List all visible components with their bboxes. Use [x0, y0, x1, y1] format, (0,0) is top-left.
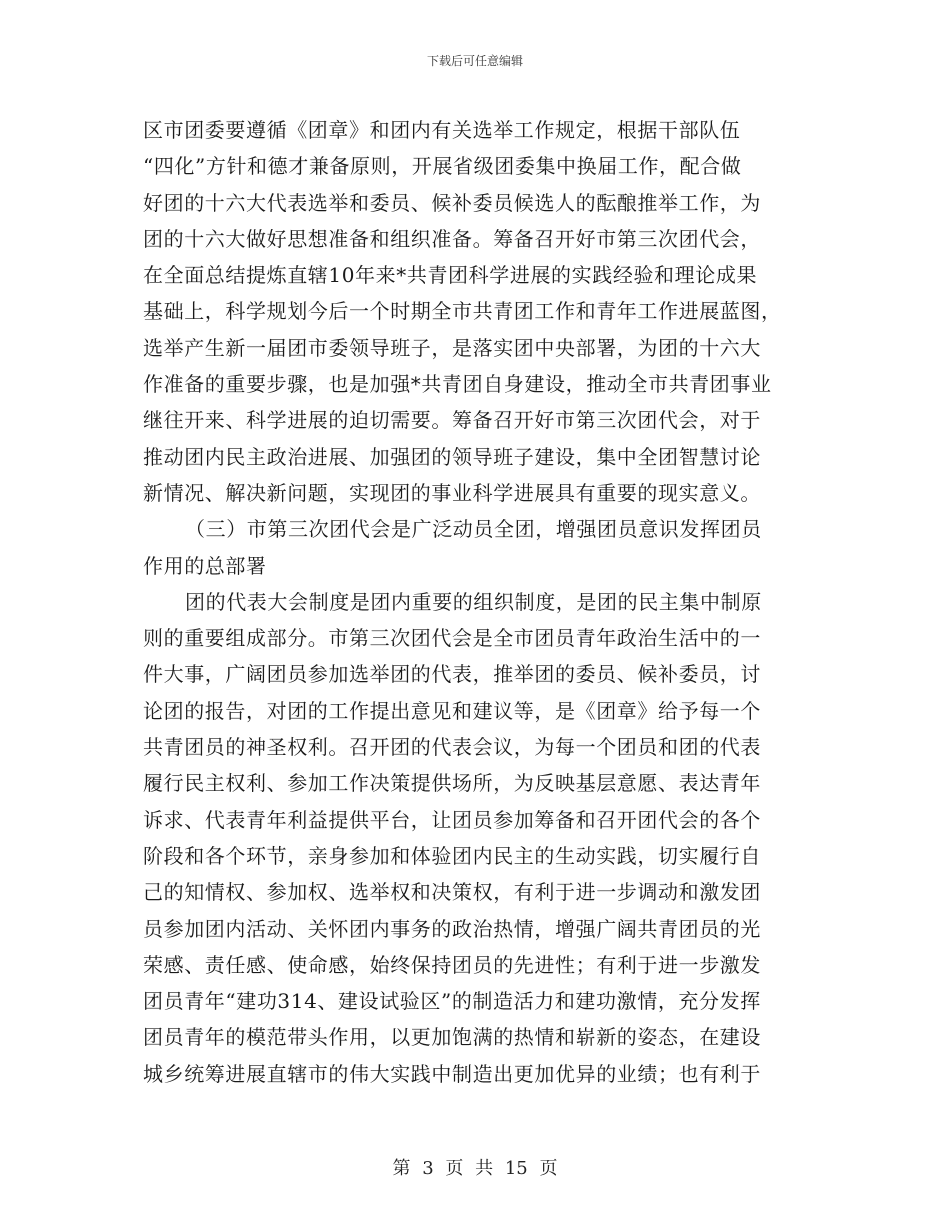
text-line: 区市团委要遵循《团章》和团内有关选举工作规定，根据干部队伍: [143, 118, 741, 142]
text-line: 团员青年的模范带头作用，以更加饱满的热情和崭新的姿态，在建设: [143, 1025, 761, 1050]
text-line: 城乡统筹进展直辖市的伟大实践中制造出更加优异的业绩；也有利于: [143, 1061, 761, 1086]
text-line: 履行民主权利、参加工作决策提供场所，为反映基层意愿、表达青年: [143, 771, 761, 796]
text-line: 在全面总结提炼直辖10年来*共青团科学进展的实践经验和理论成果: [143, 263, 758, 288]
text-line: 己的知情权、参加权、选举权和决策权，有利于进一步调动和激发团: [143, 880, 761, 905]
text-line: 新情况、解决新问题，实现团的事业科学进展具有重要的现实意义。: [143, 480, 761, 505]
text-line: 推动团内民主政治进展、加强团的领导班子建设，集中全团智慧讨论: [143, 444, 761, 469]
text-line: 共青团员的神圣权利。召开团的代表会议，为每一个团员和团的代表: [143, 735, 761, 760]
text-line: 选举产生新一届团市委领导班子，是落实团中央部署，为团的十六大: [143, 335, 761, 360]
text-line: 基础上，科学规划今后一个时期全市共青团工作和青年工作进展蓝图，: [143, 299, 782, 324]
text-line: 继往开来、科学进展的迫切需要。筹备召开好市第三次团代会，对于: [143, 408, 761, 433]
text-line: 员参加团内活动、关怀团内事务的政治热情，增强广阔共青团员的光: [143, 916, 761, 941]
text-line: 则的重要组成部分。市第三次团代会是全市团员青年政治生活中的一: [143, 626, 761, 651]
text-line: 诉求、代表青年利益提供平台，让团员参加筹备和召开团代会的各个: [143, 807, 761, 832]
text-line: 阶段和各个环节，亲身参加和体验团内民主的生动实践，切实履行自: [143, 843, 761, 868]
text-line: “四化”方针和德才兼备原则，开展省级团委集中换届工作，配合做: [143, 154, 742, 179]
document-body: [143, 112, 813, 1092]
paragraph-start: 团的代表大会制度是团内重要的组织制度，是团的民主集中制原: [185, 589, 762, 614]
page-header: 下载后可任意编辑: [426, 54, 523, 68]
text-line: 件大事，广阔团员参加选举团的代表，推举团的委员、候补委员，讨: [143, 662, 761, 687]
section-heading: （三）市第三次团代会是广泛动员全团，增强团员意识发挥团员: [185, 517, 762, 542]
text-line: 团员青年“建功314、建设试验区”的制造活力和建功激情，充分发挥: [143, 989, 761, 1014]
section-heading-continued: 作用的总部署: [143, 553, 267, 578]
text-line: 论团的报告，对团的工作提出意见和建议等，是《团章》给予每一个: [143, 698, 761, 723]
text-line: 好团的十六大代表选举和委员、候补委员候选人的酝酿推举工作，为: [143, 190, 761, 215]
text-line: 作准备的重要步骤，也是加强*共青团自身建设，推动全市共青团事业: [143, 372, 772, 397]
text-line: 荣感、责任感、使命感，始终保持团员的先进性；有利于进一步激发: [143, 952, 761, 977]
page-number-footer: 第 3 页 共 15 页: [392, 1158, 558, 1179]
text-line: 团的十六大做好思想准备和组织准备。筹备召开好市第三次团代会，: [143, 226, 761, 251]
